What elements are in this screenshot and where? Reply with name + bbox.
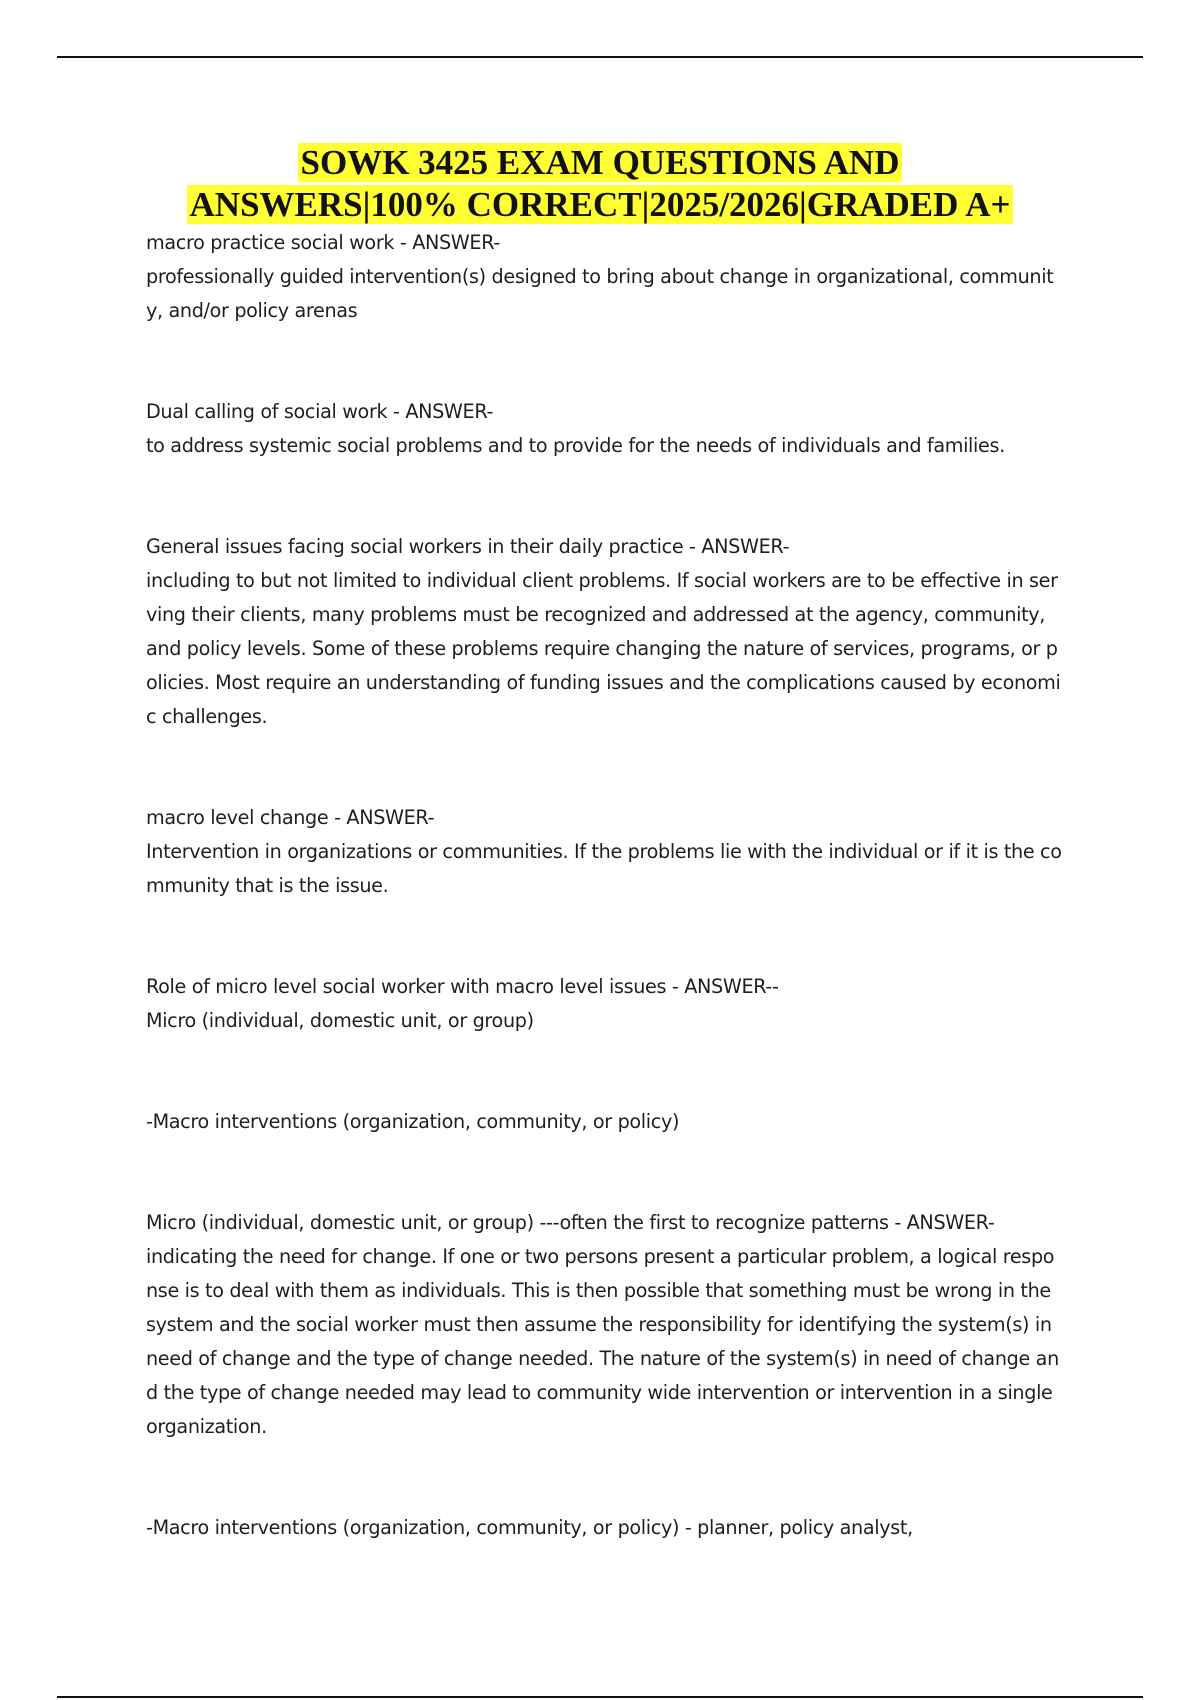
answer-text: indicating the need for change. If one or two persons present a particular problem, a logical response is to deal with them as individuals. This is then possible that something must be wrong in the system and the social worker must then assume the responsibility for identifying the system(s) in need of change and the type of change needed. The nature of the system(s) in need of change and the type of change needed may lead to community wide intervention or intervention in a single organization. bbox=[146, 1245, 1059, 1438]
qa-entry bbox=[146, 801, 1062, 903]
qa-entry bbox=[146, 1105, 1062, 1139]
qa-entry bbox=[146, 970, 1062, 1038]
answer-text: to address systemic social problems and to provide for the needs of individuals and families. bbox=[146, 434, 1005, 457]
top-rule bbox=[57, 56, 1143, 58]
question-text: macro level change - ANSWER- bbox=[146, 806, 435, 829]
document-title bbox=[0, 142, 1200, 226]
qa-entry bbox=[146, 395, 1062, 463]
qa-entry bbox=[146, 1511, 1062, 1545]
answer-text: professionally guided intervention(s) designed to bring about change in organizational, community, and/or policy arenas bbox=[146, 265, 1054, 322]
qa-entry bbox=[146, 1206, 1062, 1444]
title-line-1: SOWK 3425 EXAM QUESTIONS AND bbox=[298, 143, 903, 182]
title-line-2: ANSWERS|100% CORRECT|2025/2026|GRADED A+ bbox=[187, 185, 1014, 224]
question-text: -Macro interventions (organization, community, or policy) bbox=[146, 1110, 680, 1133]
answer-text: including to but not limited to individual client problems. If social workers are to be effective in serving their clients, many problems must be recognized and addressed at the agency, community, and policy levels. Some of these problems require changing the nature of services, programs, or policies. Most require an understanding of funding issues and the complications caused by economic challenges. bbox=[146, 569, 1061, 728]
question-text: -Macro interventions (organization, community, or policy) - planner, policy analyst, bbox=[146, 1516, 913, 1539]
answer-text: Intervention in organizations or communities. If the problems lie with the individual or if it is the community that is the issue. bbox=[146, 840, 1062, 897]
question-text: macro practice social work - ANSWER- bbox=[146, 231, 500, 254]
bottom-rule bbox=[57, 1696, 1143, 1698]
qa-list bbox=[146, 226, 1062, 1612]
question-text: Micro (individual, domestic unit, or group) ---often the first to recognize patterns - ANSWER- bbox=[146, 1211, 995, 1234]
answer-text: Micro (individual, domestic unit, or group) bbox=[146, 1009, 534, 1032]
question-text: General issues facing social workers in their daily practice - ANSWER- bbox=[146, 535, 790, 558]
qa-entry bbox=[146, 530, 1062, 734]
qa-entry bbox=[146, 226, 1062, 328]
question-text: Role of micro level social worker with macro level issues - ANSWER-- bbox=[146, 975, 779, 998]
question-text: Dual calling of social work - ANSWER- bbox=[146, 400, 494, 423]
